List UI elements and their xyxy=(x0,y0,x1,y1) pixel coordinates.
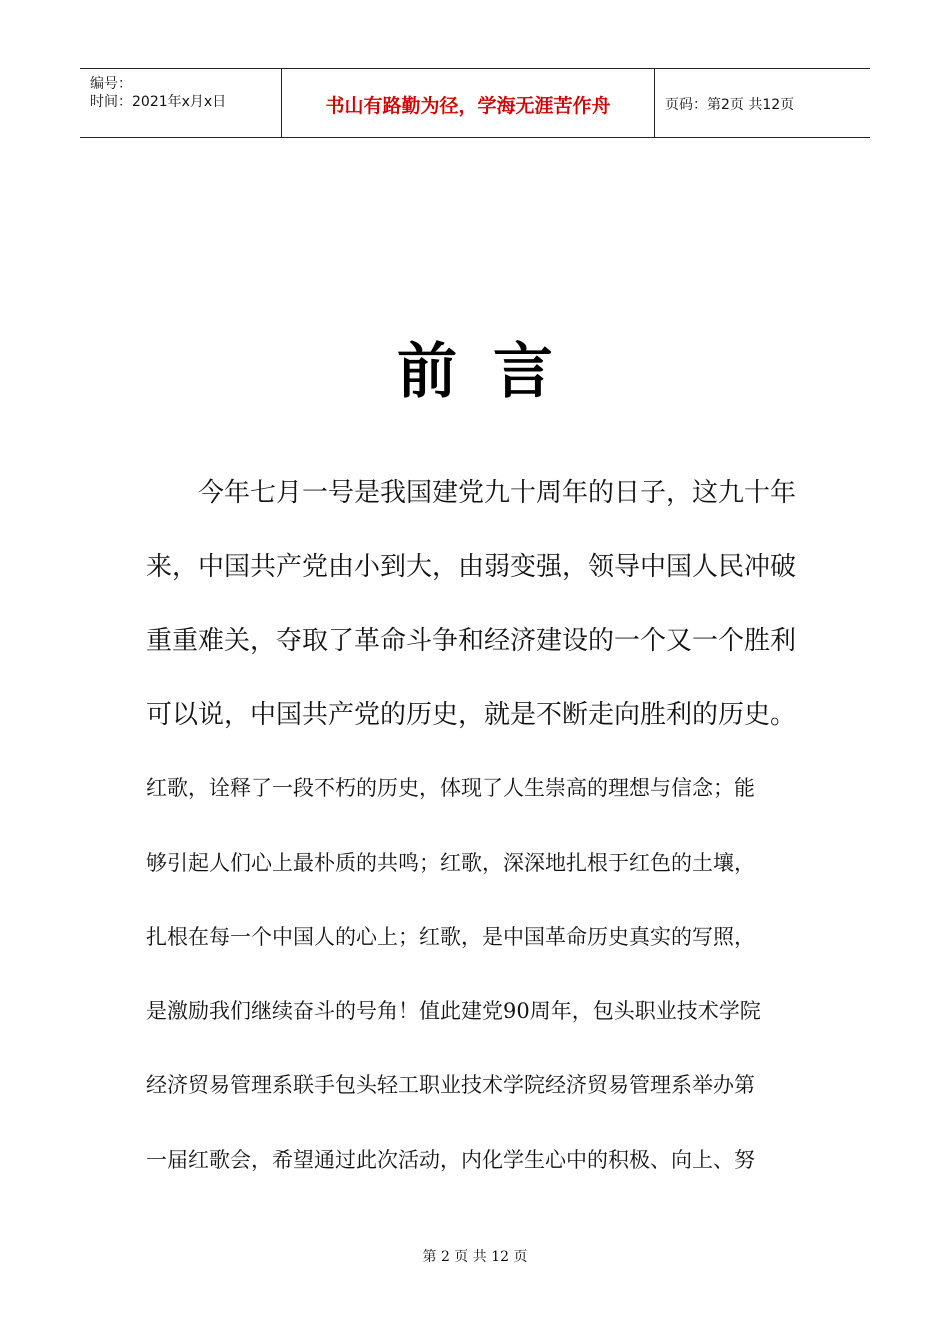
header-page-cell xyxy=(655,69,870,137)
body-line: 一届红歌会，希望通过此次活动，内化学生心中的积极、向上、努 xyxy=(146,1148,755,1172)
page-title: 前言 xyxy=(397,337,589,407)
header-motto-cell xyxy=(282,69,655,137)
header-meta-cell xyxy=(80,69,282,137)
page-footer: 第 2 页 共 12 页 xyxy=(422,1249,528,1265)
page-info: 页码：第2页 共12页 xyxy=(665,97,795,113)
number-label: 编号： xyxy=(90,76,132,92)
body-line: 是激励我们继续奋斗的号角！值此建党90周年，包头职业技术学院 xyxy=(146,999,761,1023)
body-line: 扎根在每一个中国人的心上；红歌，是中国革命历史真实的写照， xyxy=(146,925,755,949)
body-line: 够引起人们心上最朴质的共鸣；红歌，深深地扎根于红色的土壤， xyxy=(146,851,755,875)
body-line: 可以说，中国共产党的历史，就是不断走向胜利的历史。 xyxy=(146,700,797,730)
body-line: 经济贸易管理系联手包头轻工职业技术学院经济贸易管理系举办第 xyxy=(146,1073,755,1097)
motto-text: 书山有路勤为径，学海无涯苦作舟 xyxy=(325,95,611,117)
body-line: 今年七月一号是我国建党九十周年的日子，这九十年 xyxy=(146,478,797,508)
body-line: 重重难关，夺取了革命斗争和经济建设的一个又一个胜利 xyxy=(146,626,797,656)
body-line: 来，中国共产党由小到大，由弱变强，领导中国人民冲破 xyxy=(146,552,797,582)
body-line: 红歌，诠释了一段不朽的历史，体现了人生崇高的理想与信念；能 xyxy=(146,776,755,800)
document-header xyxy=(80,68,870,138)
time-label: 时间：2021年x月x日 xyxy=(90,94,227,110)
